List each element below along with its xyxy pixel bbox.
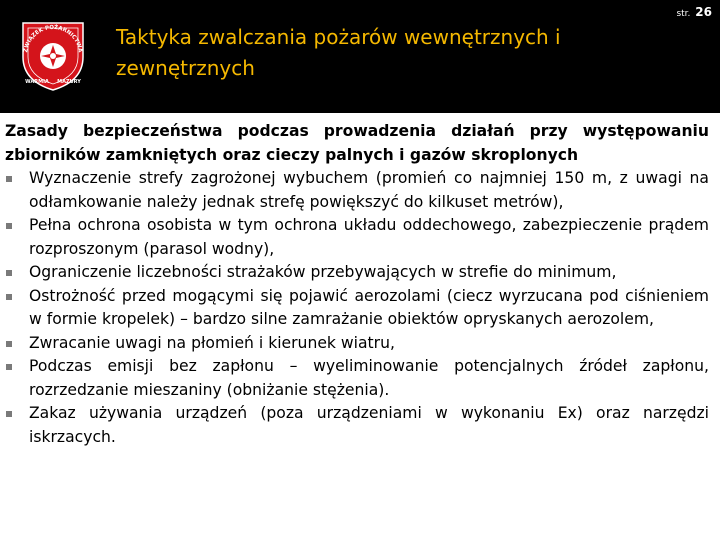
logo-top-text: ZWIĄZEK POŻARNICTWA bbox=[23, 24, 83, 53]
page-label: str. bbox=[676, 9, 691, 19]
square-bullet-icon bbox=[6, 341, 12, 347]
square-bullet-icon bbox=[6, 223, 12, 229]
list-item bbox=[5, 167, 709, 214]
logo-bottom-left-text: WARMIA bbox=[25, 79, 49, 85]
square-bullet-icon bbox=[6, 294, 12, 300]
square-bullet-icon bbox=[6, 270, 12, 276]
list-item-text: Podczas emisji bez zapłonu – wyeliminowanie potencjalnych źródeł zapłonu, rozrzedzanie mieszaniny (obniżanie stężenia). bbox=[29, 357, 709, 399]
list-item bbox=[5, 285, 709, 332]
square-bullet-icon bbox=[6, 176, 12, 182]
fire-brigade-emblem-icon bbox=[15, 17, 91, 93]
list-item-text: Zakaz używania urządzeń (poza urządzeniami w wykonaniu Ex) oraz narzędzi iskrzacych. bbox=[29, 404, 709, 446]
square-bullet-icon bbox=[6, 411, 12, 417]
list-item bbox=[5, 261, 709, 285]
list-item-text: Wyznaczenie strefy zagrożonej wybuchem (promień co najmniej 150 m, z uwagi na odłamkowanie należy jednak strefę powiększyć do kilkuset metrów), bbox=[29, 169, 709, 211]
list-item bbox=[5, 355, 709, 402]
slide-header bbox=[0, 0, 720, 113]
list-item bbox=[5, 332, 709, 356]
page-number bbox=[676, 5, 712, 19]
list-item bbox=[5, 402, 709, 449]
list-item-text: Ostrożność przed mogącymi się pojawić aerozolami (ciecz wyrzucana pod ciśnieniem w formie kropelek) – bardzo silne zamrażanie obiektów opryskanych aerozolem, bbox=[29, 286, 709, 328]
page-number-value: 26 bbox=[695, 5, 712, 19]
section-heading: Zasady bezpieczeństwa podczas prowadzenia działań przy występowaniu zbiorników zamkniętych oraz cieczy palnych i gazów skroplonych bbox=[5, 122, 709, 164]
bullet-list bbox=[5, 167, 709, 449]
list-item-text: Zwracanie uwagi na płomień i kierunek wiatru, bbox=[29, 333, 395, 352]
slide-title: Taktyka zwalczania pożarów wewnętrznych i zewnętrznych bbox=[116, 25, 561, 80]
list-item-text: Ograniczenie liczebności strażaków przebywających w strefie do minimum, bbox=[29, 263, 617, 281]
list-item-text: Pełna ochrona osobista w tym ochrona układu oddechowego, zabezpieczenie prądem rozproszonym (parasol wodny), bbox=[29, 216, 709, 258]
logo-bottom-right-text: MAZURY bbox=[57, 79, 81, 85]
square-bullet-icon bbox=[6, 364, 12, 370]
list-item bbox=[5, 214, 709, 261]
slide-body bbox=[5, 120, 709, 449]
